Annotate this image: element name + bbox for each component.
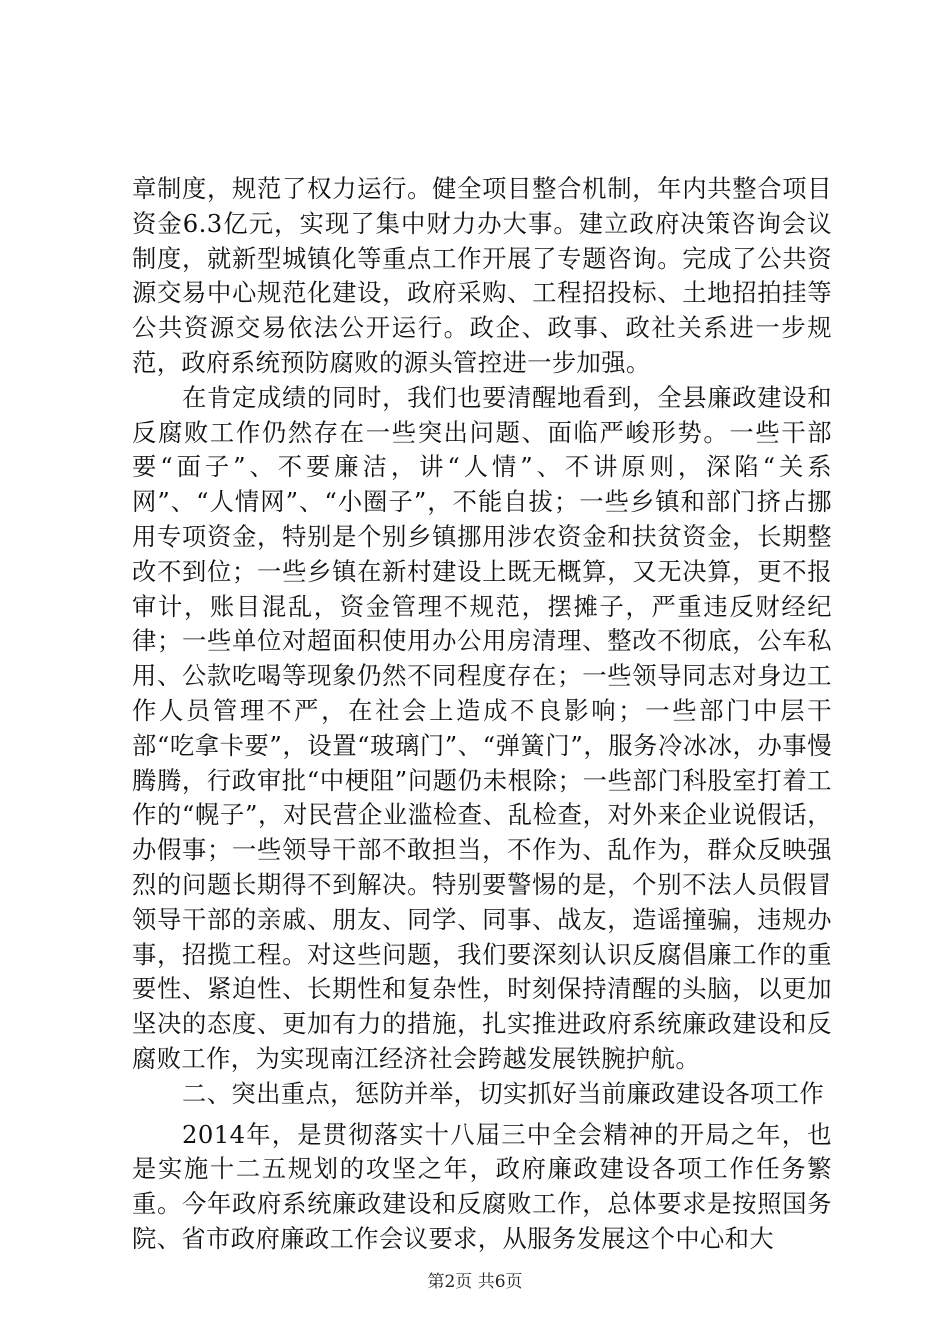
- paragraph-2: 在肯定成绩的同时，我们也要清醒地看到，全县廉政建设和反腐败工作仍然存在一些突出问题、面临严峻形势。一些干部要“面子”、不要廉洁，讲“人情”、不讲原则，深陷“关系网”、“人情网”、“小圈子”，不能自拔；一些乡镇和部门挤占挪用专项资金，特别是个别乡镇挪用涉农资金和扶贫资金，长期整改不到位；一些乡镇在新村建设上既无概算，又无决算，更不报审计，账目混乱，资金管理不规范，摆摊子，严重违反财经纪律；一些单位对超面积使用办公用房清理、整改不彻底，公车私用、公款吃喝等现象仍然不同程度存在；一些领导同志对身边工作人员管理不严，在社会上造成不良影响；一些部门中层干部“吃拿卡要”，设置“玻璃门”、“弹簧门”，服务冷冰冰，办事慢腾腾，行政审批“中梗阻”问题仍未根除；一些部门科股室打着工作的“幌子”，对民营企业滥检查、乱检查，对外来企业说假话，办假事；一些领导干部不敢担当，不作为、乱作为，群众反映强烈的问题长期得不到解决。特别要警惕的是，个别不法人员假冒领导干部的亲戚、朋友、同学、同事、战友，造谣撞骗，违规办事，招揽工程。对这些问题，我们要深刻认识反腐倡廉工作的重要性、紧迫性、长期性和复杂性，时刻保持清醒的头脑，以更加坚决的态度、更加有力的措施，扎实推进政府系统廉政建设和反腐败工作，为实现南江经济社会跨越发展铁腕护航。: [132, 382, 832, 1073]
- paragraph-1: 章制度，规范了权力运行。健全项目整合机制，年内共整合项目资金6.3亿元，实现了集中财力办大事。建立政府决策咨询会议制度，就新型城镇化等重点工作开展了专题咨询。完成了公共资源交易中心规范化建设，政府采购、工程招投标、土地招拍挂等公共资源交易依法公开运行。政企、政事、政社关系进一步规范，政府系统预防腐败的源头管控进一步加强。: [132, 174, 832, 377]
- paragraph-3: 2014年，是贯彻落实十八届三中全会精神的开局之年，也是实施十二五规划的攻坚之年，政府廉政建设各项工作任务繁重。今年政府系统廉政建设和反腐败工作，总体要求是按照国务院、省市政府廉政工作会议要求，从服务发展这个中心和大: [132, 1119, 832, 1253]
- section-heading: 二、突出重点，惩防并举，切实抓好当前廉政建设各项工作: [182, 1078, 825, 1108]
- page-number-footer: 第2页 共6页: [427, 1272, 523, 1292]
- document-body: [132, 172, 832, 1257]
